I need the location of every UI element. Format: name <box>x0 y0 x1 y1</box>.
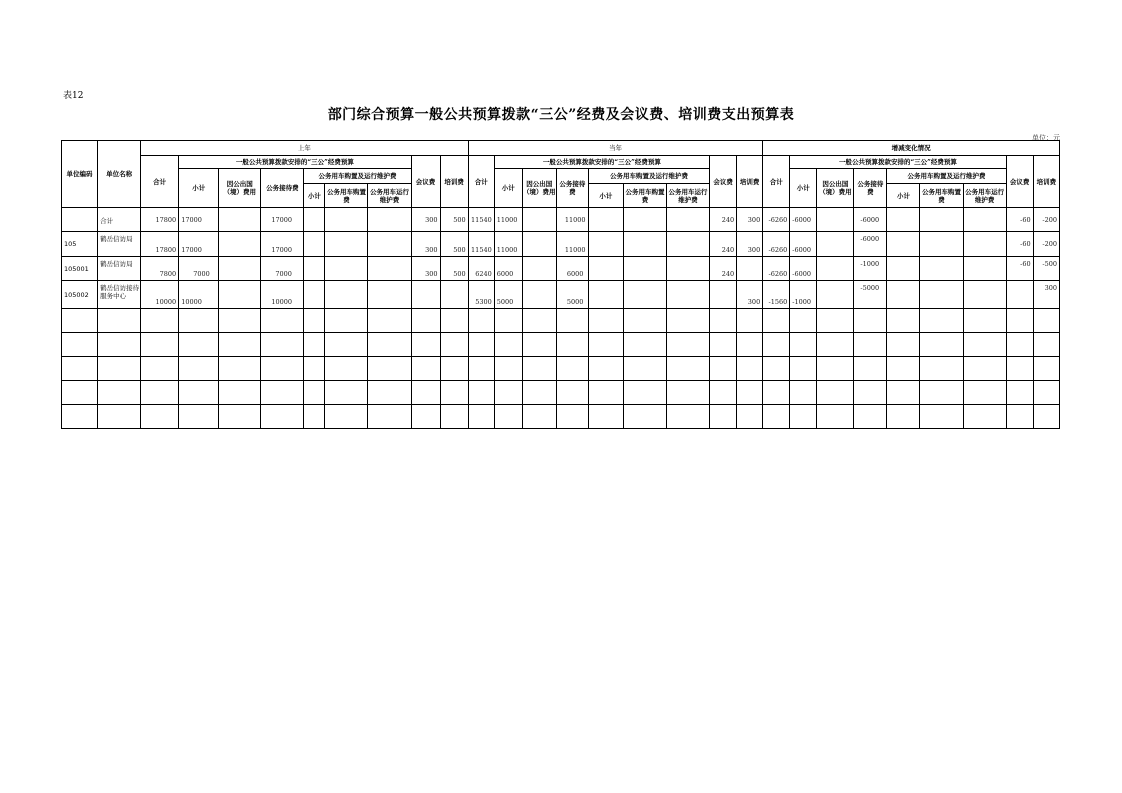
curr-training: 300 <box>737 232 763 257</box>
change-veh-run <box>963 208 1006 232</box>
curr-training <box>737 257 763 281</box>
header-prev-reception: 公务接待费 <box>261 169 304 208</box>
curr-subtotal: 11000 <box>494 208 522 232</box>
prev-veh-run <box>368 232 411 257</box>
curr-meeting <box>710 281 737 309</box>
change-subtotal: -6000 <box>790 257 817 281</box>
unit-name: 鹤岳信访局 <box>98 232 141 257</box>
prev-meeting: 300 <box>411 232 440 257</box>
prev-subtotal: 17000 <box>179 232 219 257</box>
unit-code: 105002 <box>62 281 98 309</box>
header-change-vehicle: 公务用车购置及运行维护费 <box>887 169 1006 184</box>
header-curr-veh-sub: 小计 <box>588 184 623 208</box>
change-veh-buy <box>920 232 963 257</box>
prev-meeting: 300 <box>411 208 440 232</box>
header-prev-meeting: 会议费 <box>411 156 440 208</box>
change-abroad <box>817 257 854 281</box>
curr-subtotal: 6000 <box>494 257 522 281</box>
prev-veh-sub <box>304 281 325 309</box>
change-total: -1560 <box>763 281 790 309</box>
header-change-total: 合计 <box>763 156 790 208</box>
change-abroad <box>817 232 854 257</box>
header-change-reception: 公务接待费 <box>854 169 887 208</box>
empty-row <box>62 357 1060 381</box>
curr-abroad <box>522 281 556 309</box>
budget-table <box>61 140 1060 429</box>
change-meeting: -60 <box>1006 232 1033 257</box>
header-prev-sangong: 一般公共预算拨款安排的“三公”经费预算 <box>179 156 411 169</box>
prev-meeting <box>411 281 440 309</box>
header-change-meeting: 会议费 <box>1006 156 1033 208</box>
change-total: -6260 <box>763 232 790 257</box>
prev-subtotal: 10000 <box>179 281 219 309</box>
prev-total: 7800 <box>141 257 179 281</box>
header-change-veh-run: 公务用车运行维护费 <box>963 184 1006 208</box>
header-change: 增减变化情况 <box>763 141 1060 156</box>
curr-training: 300 <box>737 208 763 232</box>
unit-name: 鹤岳信访接待服务中心 <box>98 281 141 309</box>
prev-training: 500 <box>440 257 468 281</box>
prev-abroad <box>219 257 261 281</box>
unit-code <box>62 208 98 232</box>
curr-veh-sub <box>588 208 623 232</box>
prev-training <box>440 281 468 309</box>
curr-veh-run <box>667 281 710 309</box>
empty-row <box>62 333 1060 357</box>
unit-label: 单位：元 <box>1032 134 1060 142</box>
change-meeting: -60 <box>1006 257 1033 281</box>
prev-reception: 10000 <box>261 281 304 309</box>
curr-veh-run <box>667 208 710 232</box>
change-reception: -6000 <box>854 232 887 257</box>
curr-reception: 6000 <box>556 257 588 281</box>
change-veh-sub <box>887 232 920 257</box>
header-curr-veh-buy: 公务用车购置费 <box>623 184 666 208</box>
curr-veh-buy <box>623 281 666 309</box>
prev-training: 500 <box>440 232 468 257</box>
curr-abroad <box>522 232 556 257</box>
header-curr-total: 合计 <box>468 156 494 208</box>
header-curr-vehicle: 公务用车购置及运行维护费 <box>588 169 709 184</box>
table-row <box>62 257 1060 281</box>
prev-veh-sub <box>304 232 325 257</box>
prev-total: 17800 <box>141 232 179 257</box>
header-curr-abroad: 因公出国（境）费用 <box>522 169 556 208</box>
change-subtotal: -6000 <box>790 208 817 232</box>
curr-veh-sub <box>588 232 623 257</box>
change-reception: -5000 <box>854 281 887 309</box>
prev-veh-sub <box>304 208 325 232</box>
prev-veh-buy <box>325 232 368 257</box>
prev-reception: 17000 <box>261 232 304 257</box>
table-row <box>62 208 1060 232</box>
curr-total: 11540 <box>468 232 494 257</box>
prev-abroad <box>219 208 261 232</box>
curr-training: 300 <box>737 281 763 309</box>
header-prev-subtotal: 小计 <box>179 169 219 208</box>
change-meeting <box>1006 281 1033 309</box>
prev-meeting: 300 <box>411 257 440 281</box>
change-veh-buy <box>920 281 963 309</box>
curr-meeting: 240 <box>710 257 737 281</box>
curr-total: 6240 <box>468 257 494 281</box>
unit-name: 鹤岳信访局 <box>98 257 141 281</box>
prev-reception: 17000 <box>261 208 304 232</box>
change-meeting: -60 <box>1006 208 1033 232</box>
header-curr-year: 当年 <box>468 141 763 156</box>
prev-veh-run <box>368 281 411 309</box>
prev-subtotal: 17000 <box>179 208 219 232</box>
change-subtotal: -6000 <box>790 232 817 257</box>
change-veh-run <box>963 257 1006 281</box>
prev-training: 500 <box>440 208 468 232</box>
table-number: 表12 <box>63 91 84 101</box>
header-prev-veh-buy: 公务用车购置费 <box>325 184 368 208</box>
curr-veh-buy <box>623 208 666 232</box>
change-veh-sub <box>887 257 920 281</box>
header-change-veh-sub: 小计 <box>887 184 920 208</box>
header-curr-reception: 公务接待费 <box>556 169 588 208</box>
change-total: -6260 <box>763 208 790 232</box>
curr-abroad <box>522 257 556 281</box>
table-row <box>62 281 1060 309</box>
header-prev-training: 培训费 <box>440 156 468 208</box>
header-change-veh-buy: 公务用车购置费 <box>920 184 963 208</box>
curr-meeting: 240 <box>710 232 737 257</box>
empty-row <box>62 381 1060 405</box>
header-curr-sangong: 一般公共预算拨款安排的“三公”经费预算 <box>494 156 709 169</box>
change-veh-run <box>963 281 1006 309</box>
prev-veh-buy <box>325 257 368 281</box>
header-curr-meeting: 会议费 <box>710 156 737 208</box>
prev-veh-buy <box>325 208 368 232</box>
header-change-training: 培训费 <box>1033 156 1059 208</box>
curr-total: 5300 <box>468 281 494 309</box>
header-change-abroad: 因公出国（境）费用 <box>817 169 854 208</box>
curr-reception: 11000 <box>556 232 588 257</box>
page-title: 部门综合预算一般公共预算拨款“三公”经费及会议费、培训费支出预算表 <box>327 107 795 123</box>
header-change-sangong: 一般公共预算拨款安排的“三公”经费预算 <box>790 156 1006 169</box>
header-curr-training: 培训费 <box>737 156 763 208</box>
prev-total: 17800 <box>141 208 179 232</box>
change-veh-sub <box>887 208 920 232</box>
header-prev-abroad: 因公出国（境）费用 <box>219 169 261 208</box>
header-prev-year: 上年 <box>141 141 469 156</box>
header-prev-veh-sub: 小计 <box>304 184 325 208</box>
empty-row <box>62 309 1060 333</box>
change-veh-run <box>963 232 1006 257</box>
change-veh-buy <box>920 208 963 232</box>
curr-veh-sub <box>588 281 623 309</box>
header-change-subtotal: 小计 <box>790 169 817 208</box>
table-row <box>62 232 1060 257</box>
prev-veh-buy <box>325 281 368 309</box>
header-prev-total: 合计 <box>141 156 179 208</box>
change-training: 300 <box>1033 281 1059 309</box>
curr-reception: 5000 <box>556 281 588 309</box>
change-veh-buy <box>920 257 963 281</box>
curr-abroad <box>522 208 556 232</box>
change-abroad <box>817 208 854 232</box>
header-prev-veh-run: 公务用车运行维护费 <box>368 184 411 208</box>
curr-veh-buy <box>623 232 666 257</box>
change-abroad <box>817 281 854 309</box>
curr-veh-buy <box>623 257 666 281</box>
change-total: -6260 <box>763 257 790 281</box>
curr-reception: 11000 <box>556 208 588 232</box>
prev-subtotal: 7000 <box>179 257 219 281</box>
prev-abroad <box>219 232 261 257</box>
unit-code: 105 <box>62 232 98 257</box>
change-training: -200 <box>1033 208 1059 232</box>
curr-subtotal: 11000 <box>494 232 522 257</box>
header-curr-veh-run: 公务用车运行维护费 <box>667 184 710 208</box>
change-reception: -6000 <box>854 208 887 232</box>
change-training: -200 <box>1033 232 1059 257</box>
curr-meeting: 240 <box>710 208 737 232</box>
unit-code: 105001 <box>62 257 98 281</box>
prev-abroad <box>219 281 261 309</box>
unit-name: 合计 <box>98 208 141 232</box>
curr-veh-run <box>667 257 710 281</box>
prev-veh-sub <box>304 257 325 281</box>
change-veh-sub <box>887 281 920 309</box>
curr-veh-sub <box>588 257 623 281</box>
prev-reception: 7000 <box>261 257 304 281</box>
change-subtotal: -1000 <box>790 281 817 309</box>
header-unit-code: 单位编码 <box>62 141 98 208</box>
header-curr-subtotal: 小计 <box>494 169 522 208</box>
header-prev-vehicle: 公务用车购置及运行维护费 <box>304 169 411 184</box>
prev-veh-run <box>368 208 411 232</box>
curr-total: 11540 <box>468 208 494 232</box>
prev-total: 10000 <box>141 281 179 309</box>
curr-veh-run <box>667 232 710 257</box>
change-reception: -1000 <box>854 257 887 281</box>
empty-row <box>62 405 1060 429</box>
change-training: -500 <box>1033 257 1059 281</box>
prev-veh-run <box>368 257 411 281</box>
header-unit-name: 单位名称 <box>98 141 141 208</box>
curr-subtotal: 5000 <box>494 281 522 309</box>
